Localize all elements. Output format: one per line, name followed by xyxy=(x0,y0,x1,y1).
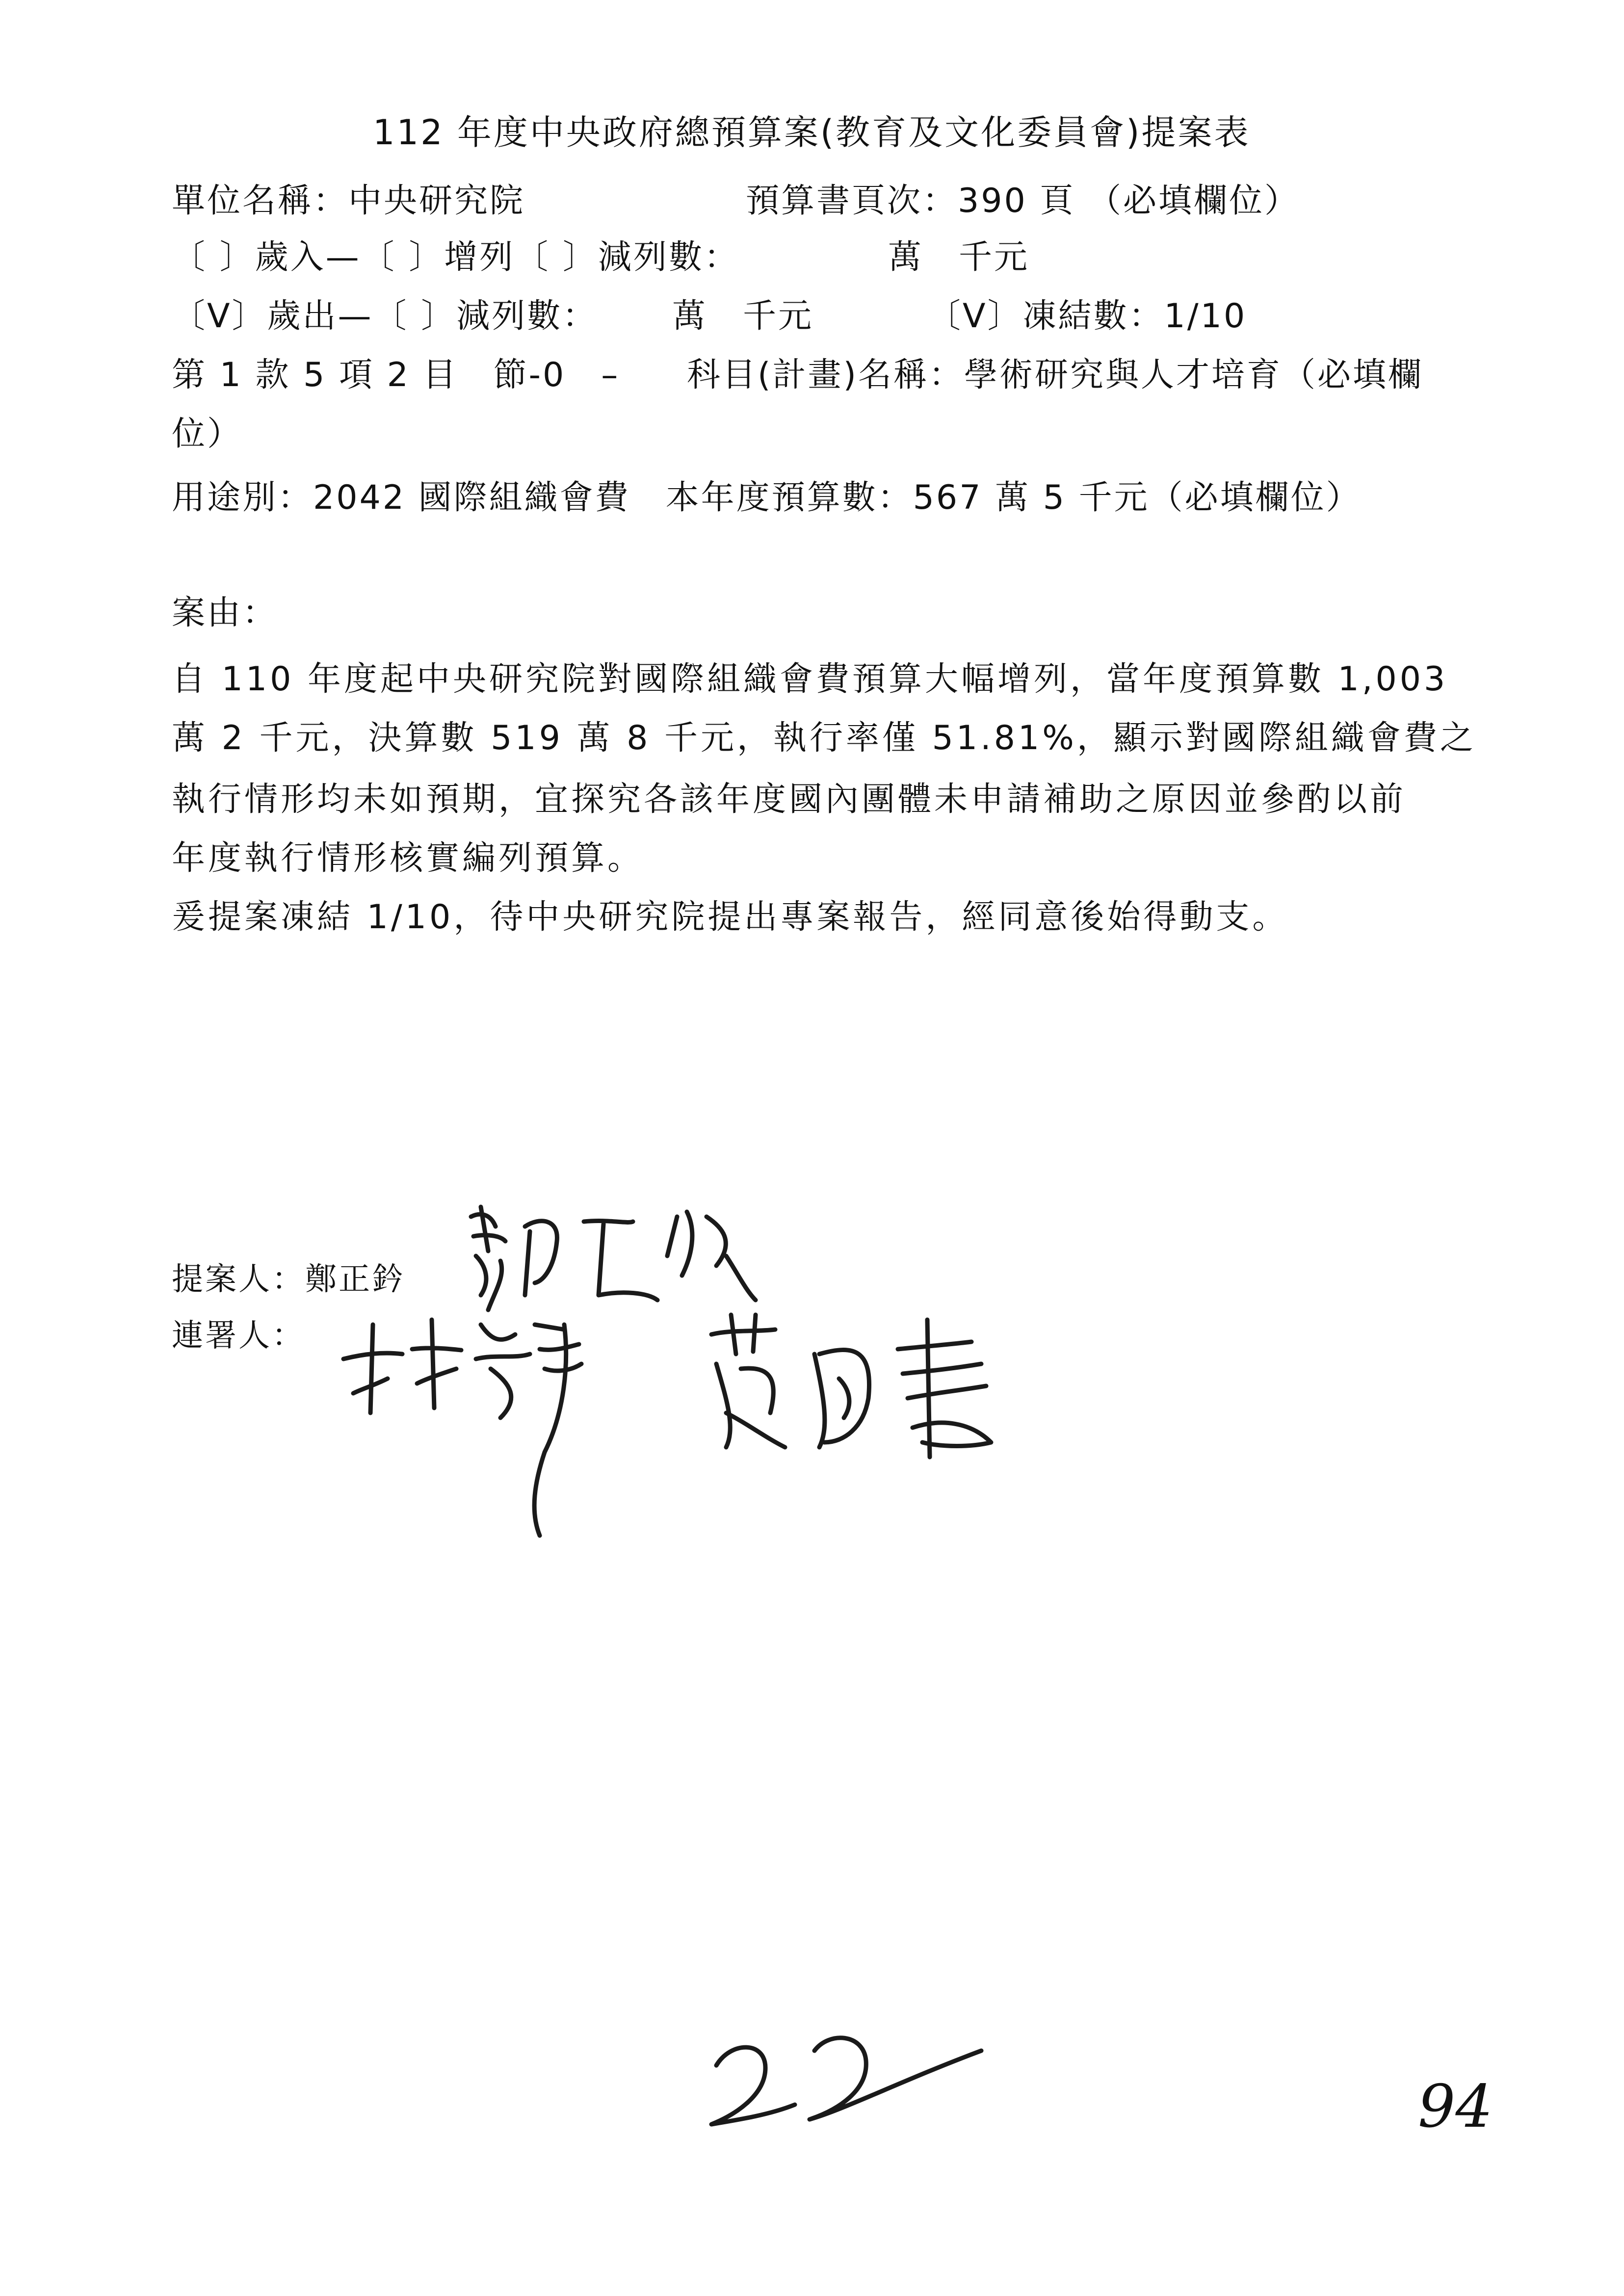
unit-name: 單位名稱：中央研究院 xyxy=(172,182,525,220)
page-title: 112 年度中央政府總預算案(教育及文化委員會)提案表 xyxy=(373,112,1251,153)
usage-line: 用途別：2042 國際組織會費 本年度預算數：567 萬 5 千元（必填欄位） xyxy=(172,478,1362,517)
proposer-label: 提案人：鄭正鈐 xyxy=(172,1261,405,1298)
revenue-amount: 萬 千元 xyxy=(888,238,1030,277)
cosigner-signature-1 xyxy=(334,1305,599,1550)
item-code: 第 1 款 5 項 2 目 節-0 – xyxy=(172,356,620,394)
reason-line: 爰提案凍結 1/10，待中央研究院提出專案報告，經同意後始得動支。 xyxy=(172,898,1289,937)
handwritten-mark-22 xyxy=(697,2021,991,2149)
subject-name: 科目(計畫)名稱：學術研究與人才培育（必填欄 xyxy=(687,356,1424,394)
reason-line: 執行情形均未如預期，宜探究各該年度國內團體未申請補助之原因並參酌以前 xyxy=(172,780,1407,819)
expense-line: 〔V〕歲出—〔 〕減列數： xyxy=(172,297,598,336)
reason-line: 自 110 年度起中央研究院對國際組織會費預算大幅增列，當年度預算數 1,003 xyxy=(172,660,1448,699)
freeze-amount: 〔V〕凍結數：1/10 xyxy=(927,297,1247,336)
subject-name-cont: 位） xyxy=(172,415,243,453)
budget-page: 預算書頁次：390 頁 （必填欄位） xyxy=(746,182,1300,220)
reason-label: 案由： xyxy=(172,594,278,632)
cosigner-signature-2 xyxy=(697,1300,1050,1477)
revenue-line: 〔 〕歲入—〔 〕增列〔 〕減列數： xyxy=(172,238,739,277)
expense-amount: 萬 千元 xyxy=(672,297,814,336)
cosigner-label: 連署人： xyxy=(172,1318,305,1354)
reason-line: 年度執行情形核實編列預算。 xyxy=(172,839,644,878)
reason-line: 萬 2 千元，決算數 519 萬 8 千元，執行率僅 51.81%，顯示對國際組織會費之 xyxy=(172,719,1476,757)
page-number: 94 xyxy=(1418,2073,1493,2141)
